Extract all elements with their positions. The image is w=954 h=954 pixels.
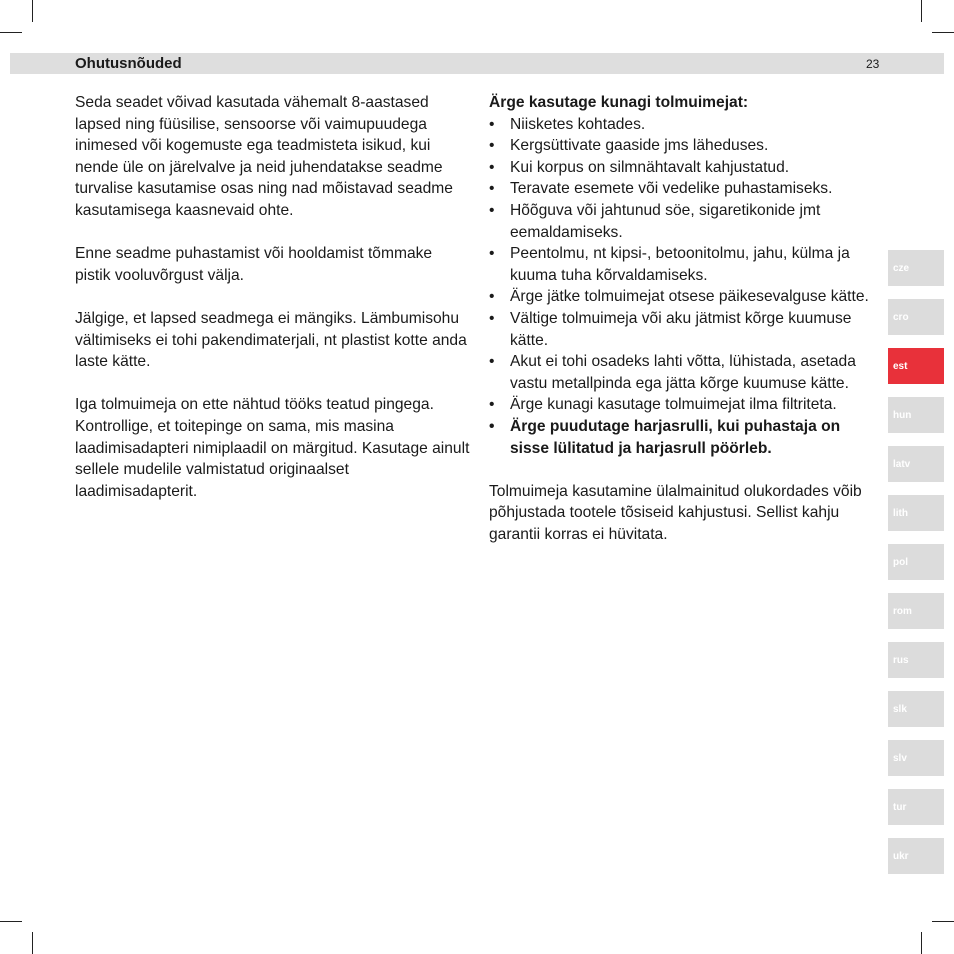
lang-tab-cro[interactable]: cro <box>888 299 944 335</box>
bullet-icon: • <box>489 158 495 176</box>
list-item: • Niisketes kohtades. <box>489 114 881 136</box>
bullet-icon: • <box>489 288 495 306</box>
lang-tab-ukr[interactable]: ukr <box>888 838 944 874</box>
crop-mark <box>32 0 33 22</box>
bullet-icon: • <box>489 245 495 263</box>
paragraph: Enne seadme puhastamist või hooldamist tõmmake pistik vooluvõrgust välja. <box>75 245 433 284</box>
warning-heading: Ärge kasutage kunagi tolmuimejat: <box>489 94 749 111</box>
list-item: • Peentolmu, nt kipsi-, betoonitolmu, jahu, külma ja kuuma tuha kõrvaldamiseks. <box>489 245 850 284</box>
crop-mark <box>0 32 22 33</box>
lang-tab-slv[interactable]: slv <box>888 740 944 776</box>
lang-tab-hun[interactable]: hun <box>888 397 944 433</box>
lang-tab-rus[interactable]: rus <box>888 642 944 678</box>
lang-tab-cze[interactable]: cze <box>888 250 944 286</box>
list-item: • Hõõguva või jahtunud söe, sigaretikonide jmt eemaldamiseks. <box>489 201 821 241</box>
lang-tab-latv[interactable]: latv <box>888 446 944 482</box>
lang-tab-est[interactable]: est <box>888 348 944 384</box>
crop-mark <box>932 921 954 922</box>
bullet-icon: • <box>489 180 495 198</box>
bullet-icon: • <box>489 353 495 371</box>
lang-tab-tur[interactable]: tur <box>888 789 944 825</box>
list-item: • Kergsüttivate gaaside jms läheduses. <box>489 135 881 157</box>
paragraph: Seda seadet võivad kasutada vähemalt 8-aastased lapsed ning füüsilise, sensoorse või vaimupuudega inimesed või kogemuste ega teadmisteta isikud, kui nende üle on järelvalve ja neid juhendatakse seadme turvalise kasutamise osas ning nad mõistavad seadme kasutamisega kaasnevaid ohte. <box>75 94 453 219</box>
warning-list <box>489 114 881 460</box>
bullet-icon: • <box>489 115 495 133</box>
closing-paragraph: Tolmuimeja kasutamine ülalmainitud olukordades võib põhjustada tootele tõsiseid kahjustusi. Sellist kahju garantii korras ei hüvitata. <box>489 482 862 543</box>
list-item: • Kui korpus on silmnähtavalt kahjustatud. <box>489 157 881 179</box>
list-item-emphasis: • Ärge puudutage harjasrulli, kui puhastaja on sisse lülitatud ja harjasrull pöörleb. <box>489 417 841 457</box>
lang-tab-lith[interactable]: lith <box>888 495 944 531</box>
list-item: • Ärge jätke tolmuimejat otsese päikesevalguse kätte. <box>489 286 881 308</box>
lang-tab-slk[interactable]: slk <box>888 691 944 727</box>
bullet-icon: • <box>489 201 495 219</box>
section-title: Ohutusnõuded <box>75 55 182 72</box>
crop-mark <box>921 932 922 954</box>
bullet-icon: • <box>489 137 495 155</box>
bullet-icon: • <box>489 309 495 327</box>
lang-tab-rom[interactable]: rom <box>888 593 944 629</box>
page-number: 23 <box>866 57 880 71</box>
bullet-icon: • <box>489 396 495 414</box>
crop-mark <box>0 921 22 922</box>
left-column <box>75 92 470 524</box>
list-item: • Ärge kunagi kasutage tolmuimejat ilma filtriteta. <box>489 394 881 416</box>
bullet-icon: • <box>489 417 495 435</box>
list-item: • Teravate esemete või vedelike puhastamiseks. <box>489 178 881 200</box>
right-column <box>489 92 881 567</box>
crop-mark <box>921 0 922 22</box>
list-item: • Akut ei tohi osadeks lahti võtta, lühistada, asetada vastu metallpinda ega jätta kõrge kuumuse kätte. <box>489 353 856 392</box>
paragraph: Iga tolmuimeja on ette nähtud tööks teatud pingega. Kontrollige, et toitepinge on sama, mis masina laadimisadapteri nimiplaadil on märgitud. Kasutage ainult sellele mudelile valmistatud originaalset laadimisadapterit. <box>75 396 470 500</box>
list-item: • Vältige tolmuimeja või aku jätmist kõrge kuumuse kätte. <box>489 309 852 349</box>
lang-tab-pol[interactable]: pol <box>888 544 944 580</box>
paragraph: Jälgige, et lapsed seadmega ei mängiks. Lämbumisohu vältimiseks ei tohi pakendimaterjali, nt plastist kotte anda laste kätte. <box>75 309 467 371</box>
crop-mark <box>32 932 33 954</box>
crop-mark <box>932 32 954 33</box>
